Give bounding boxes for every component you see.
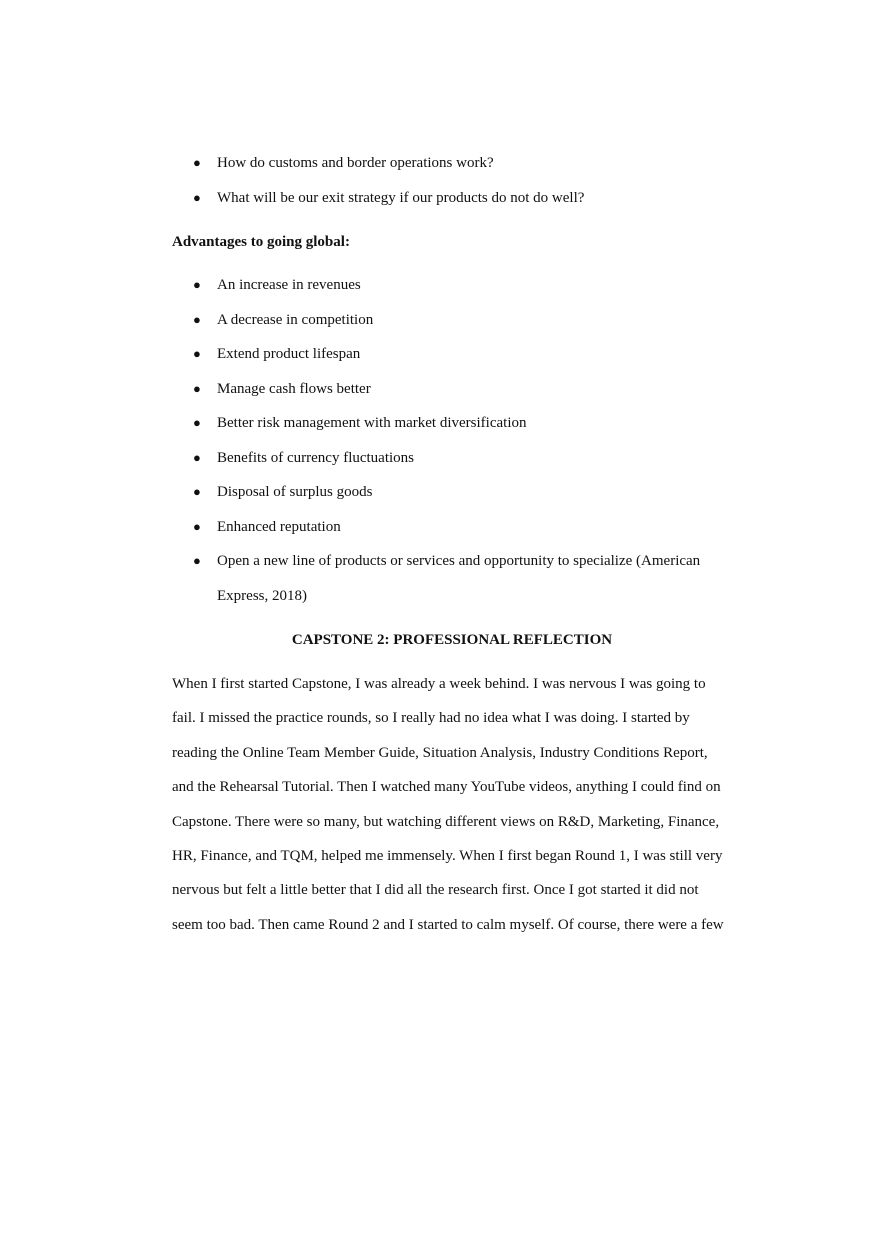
reflection-paragraph (172, 667, 732, 942)
list-item: ● Open a new line of products or services and opportunity to specialize (American Express, 2018) (172, 544, 732, 613)
list-item: ● Disposal of surplus goods (172, 475, 732, 510)
paragraph-line: seem too bad. Then came Round 2 and I started to calm myself. Of course, there were a few (172, 916, 724, 933)
advantages-heading: Advantages to going global: (172, 234, 350, 250)
bullet-icon: ● (193, 380, 201, 396)
paragraph-line: Capstone. There were so many, but watching different views on R&D, Marketing, Finance, (172, 813, 720, 830)
paragraph-line: nervous but felt a little better that I did all the research first. Once I got started it did not (172, 882, 699, 899)
list-item: ● Extend product lifespan (172, 337, 732, 372)
list-item: ● Better risk management with market diversification (172, 406, 732, 441)
list-item: ● How do customs and border operations work? (172, 146, 732, 181)
paragraph-line: When I first started Capstone, I was already a week behind. I was nervous I was going to (172, 676, 706, 692)
paragraph-line: and the Rehearsal Tutorial. Then I watched many YouTube videos, anything I could find on (172, 779, 721, 796)
list-item: ● Enhanced reputation (172, 510, 732, 545)
bullet-icon: ● (193, 449, 201, 465)
list-item: ● What will be our exit strategy if our products do not do well? (172, 181, 732, 216)
advantages-list (172, 268, 732, 613)
bullet-icon: ● (193, 518, 201, 534)
bullet-icon: ● (193, 277, 201, 292)
bullet-icon: ● (193, 311, 201, 327)
bullet-icon: ● (193, 346, 201, 361)
bullet-icon: ● (193, 484, 201, 499)
bullet-icon: ● (193, 155, 201, 170)
paragraph-line: HR, Finance, and TQM, helped me immensely. When I first began Round 1, I was still very (172, 848, 723, 865)
page-content (172, 146, 732, 942)
bullet-icon: ● (193, 415, 201, 430)
list-item: ● An increase in revenues (172, 268, 732, 303)
bullet-icon: ● (193, 189, 201, 205)
paragraph-line: fail. I missed the practice rounds, so I really had no idea what I was doing. I started by (172, 710, 690, 727)
top-bullet-list (172, 146, 732, 215)
section-title: CAPSTONE 2: PROFESSIONAL REFLECTION (291, 632, 613, 648)
bullet-icon: ● (193, 553, 201, 568)
list-item: ● Benefits of currency fluctuations (172, 441, 732, 476)
paragraph-line: reading the Online Team Member Guide, Situation Analysis, Industry Conditions Report, (172, 744, 708, 761)
list-item: ● Manage cash flows better (172, 372, 732, 407)
list-item: ● A decrease in competition (172, 303, 732, 338)
